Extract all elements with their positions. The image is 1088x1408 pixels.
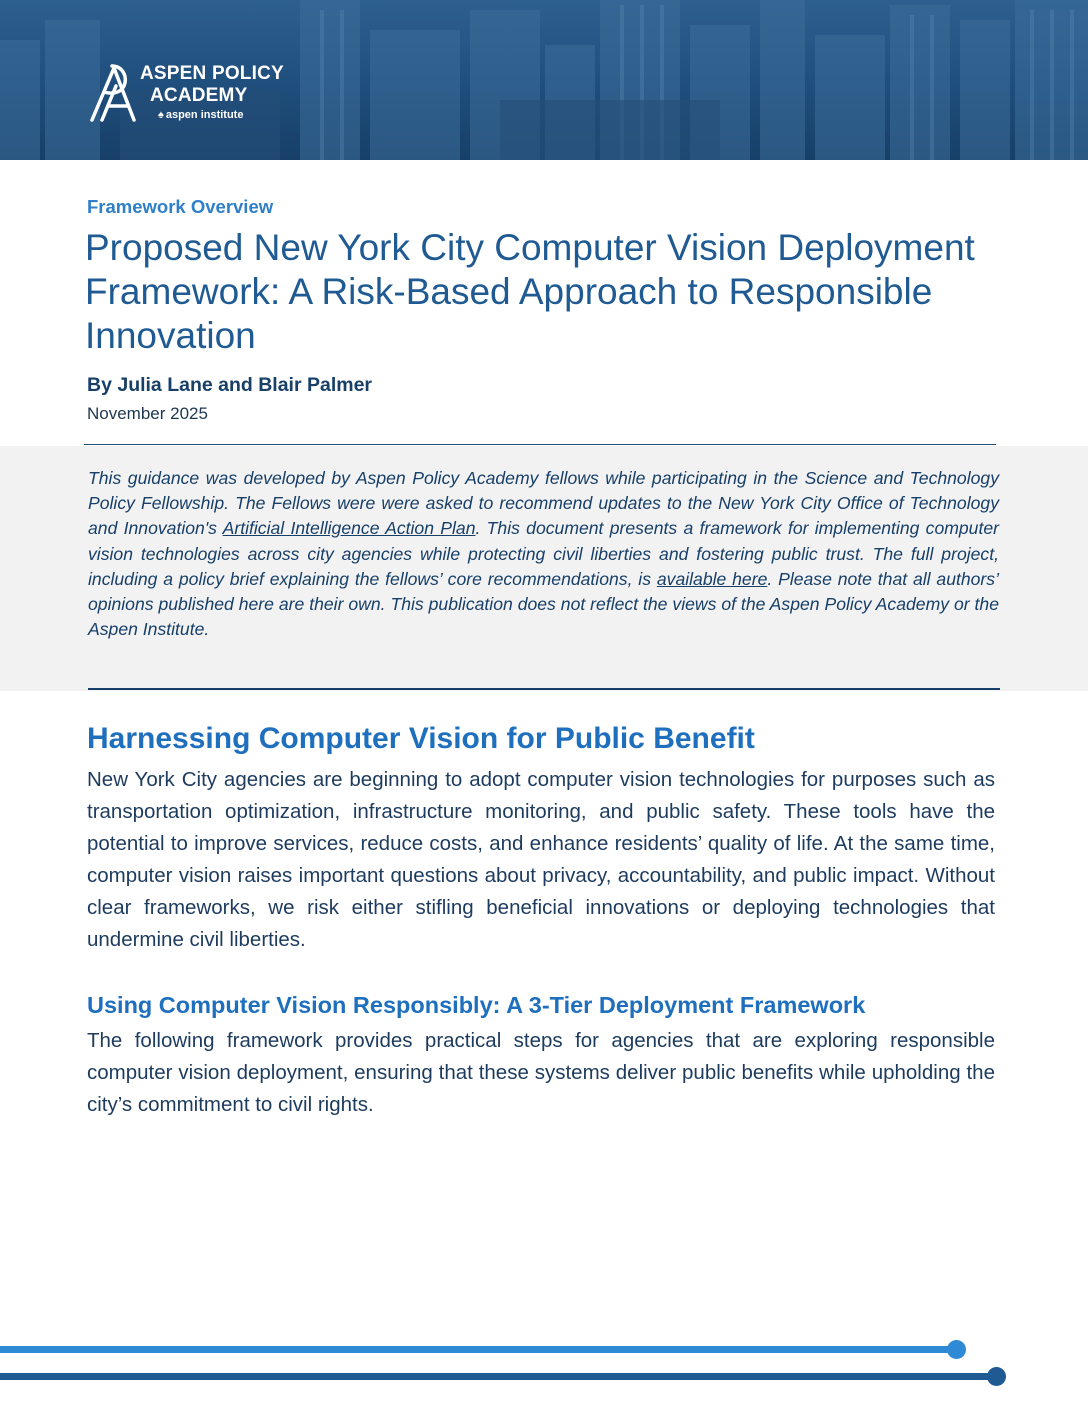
- available-here-link[interactable]: available here: [656, 568, 768, 589]
- section-heading-public-benefit: Harnessing Computer Vision for Public Benefit: [87, 722, 755, 755]
- section-heading-deployment-framework: Using Computer Vision Responsibly: A 3-Tier Deployment Framework: [87, 992, 866, 1018]
- header-banner: [0, 0, 1088, 160]
- footer-line-light: [0, 1346, 958, 1353]
- logo-name-line2: ACADEMY: [150, 85, 248, 106]
- aspen-leaf-icon: ♠: [158, 109, 164, 121]
- document-authors: By Julia Lane and Blair Palmer: [87, 374, 373, 396]
- document-title: Proposed New York City Computer Vision Deployment Framework: A Risk-Based Approach to Responsible Innovation: [85, 227, 975, 356]
- aspen-policy-academy-logo: [88, 62, 308, 128]
- disclaimer-text: This guidance was developed by Aspen Policy Academy fellows while participating in the Science and Technology Policy Fellowship. The Fellows were were asked to recommend updates to the New York City Office of Technology and Innovation's Artificial Intelligence Action Plan. This document presents a framework for implementing computer vision technologies across city agencies while protecting civil liberties and fostering public trust. The full project, including a policy brief explaining the fellows’ core recommendations, is available here. Please note that all authors’ opinions published here are their own. This publication does not reflect the views of the Aspen Policy Academy or the Aspen Institute.: [88, 468, 999, 640]
- document-kicker: Framework Overview: [87, 196, 274, 217]
- divider-bottom: [88, 688, 1000, 690]
- footer-dot-dark: [987, 1367, 1006, 1386]
- logo-subtitle: ♠ aspen institute: [158, 109, 244, 121]
- logo-name-line1: ASPEN POLICY: [140, 63, 284, 84]
- footer-dot-light: [947, 1340, 966, 1359]
- divider-top: [84, 444, 996, 445]
- document-date: November 2025: [87, 404, 208, 423]
- section-body-deployment-framework: The following framework provides practical steps for agencies that are exploring responsible computer vision deployment, ensuring that these systems deliver public benefits while upholding the city’s commitment to civil rights.: [87, 1029, 995, 1116]
- ai-action-plan-link[interactable]: Artificial Intelligence Action Plan: [222, 518, 476, 539]
- academy-a-mark-icon: [88, 62, 138, 122]
- disclaimer-box: [0, 446, 1088, 691]
- section-body-public-benefit: New York City agencies are beginning to adopt computer vision technologies for purposes such as transportation optimization, infrastructure monitoring, and public safety. These tools have the potential to improve services, reduce costs, and enhance residents’ quality of life. At the same time, computer vision raises important questions about privacy, accountability, and public impact. Without clear frameworks, we risk either stifling beneficial innovations or deploying technologies that undermine civil liberties.: [87, 768, 995, 951]
- footer-line-dark: [0, 1373, 996, 1380]
